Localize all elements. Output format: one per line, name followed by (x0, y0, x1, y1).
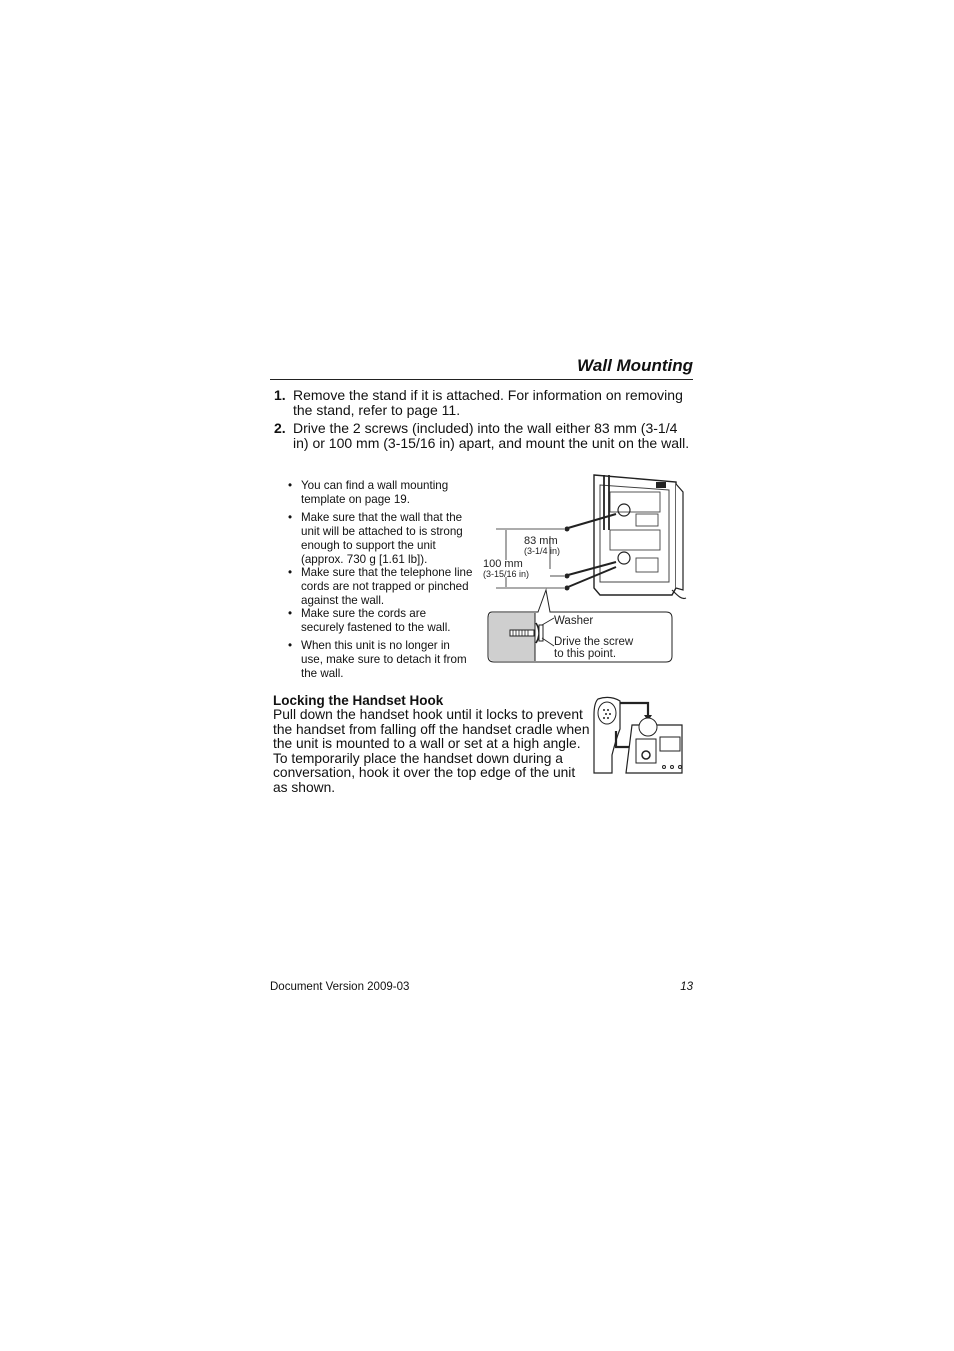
step-1 (274, 388, 694, 418)
wall-section (489, 613, 535, 661)
dimension-100: 100 mm (483, 558, 523, 570)
phone-body (594, 475, 676, 595)
bullet-text: Make sure that the wall that the unit will be attached to is strong enough to support the unit (approx. 730 g [1.61 lb]). (301, 511, 463, 566)
title-divider (270, 379, 693, 380)
dimension-83: 83 mm (524, 535, 558, 547)
step-text: Drive the 2 screws (included) into the wall either 83 mm (3-1/4 in) or 100 mm (3-15/16 in) apart, and mount the unit on the wall. (293, 420, 690, 451)
locking-paragraph: Pull down the handset hook until it locks to prevent the handset from falling off the handset cradle when the unit is mounted to a wall or set at a high angle. To temporarily place the handset down during a conversation, hook it over the top edge of the unit as shown. (273, 707, 590, 795)
step-text: Remove the stand if it is attached. For information on removing the stand, refer to page 11. (293, 387, 683, 418)
step-2 (274, 421, 694, 467)
bullet-text: Make sure that the telephone line cords are not trapped or pinched against the wall. (301, 566, 473, 607)
drive-screw-label-2: to this point. (554, 648, 617, 660)
handset-hook-figure (590, 695, 686, 777)
screw-icon (565, 586, 570, 591)
bullet-text: When this unit is no longer in use, make sure to detach it from the wall. (301, 639, 467, 680)
washer-label: Washer (554, 615, 594, 627)
dimension-100-inch: (3-15/16 in) (483, 569, 530, 579)
wall-mount-figure (476, 470, 692, 670)
page-number: 13 (680, 981, 693, 993)
dimension-83-inch: (3-1/4 in) (524, 546, 561, 556)
locking-title: Locking the Handset Hook (273, 693, 444, 708)
screw-icon (565, 574, 570, 579)
step-number: 2. (274, 420, 286, 436)
document-version: Document Version 2009-03 (270, 981, 410, 993)
bullet-text: Make sure the cords are securely fastened to the wall. (301, 607, 451, 634)
screw-icon (565, 527, 570, 532)
drive-screw-label-1: Drive the screw (554, 636, 634, 648)
hook-detail (639, 718, 657, 736)
bullet-text: You can find a wall mounting template on page 19. (301, 479, 449, 506)
page-title: Wall Mounting (577, 356, 693, 375)
step-number: 1. (274, 387, 286, 403)
